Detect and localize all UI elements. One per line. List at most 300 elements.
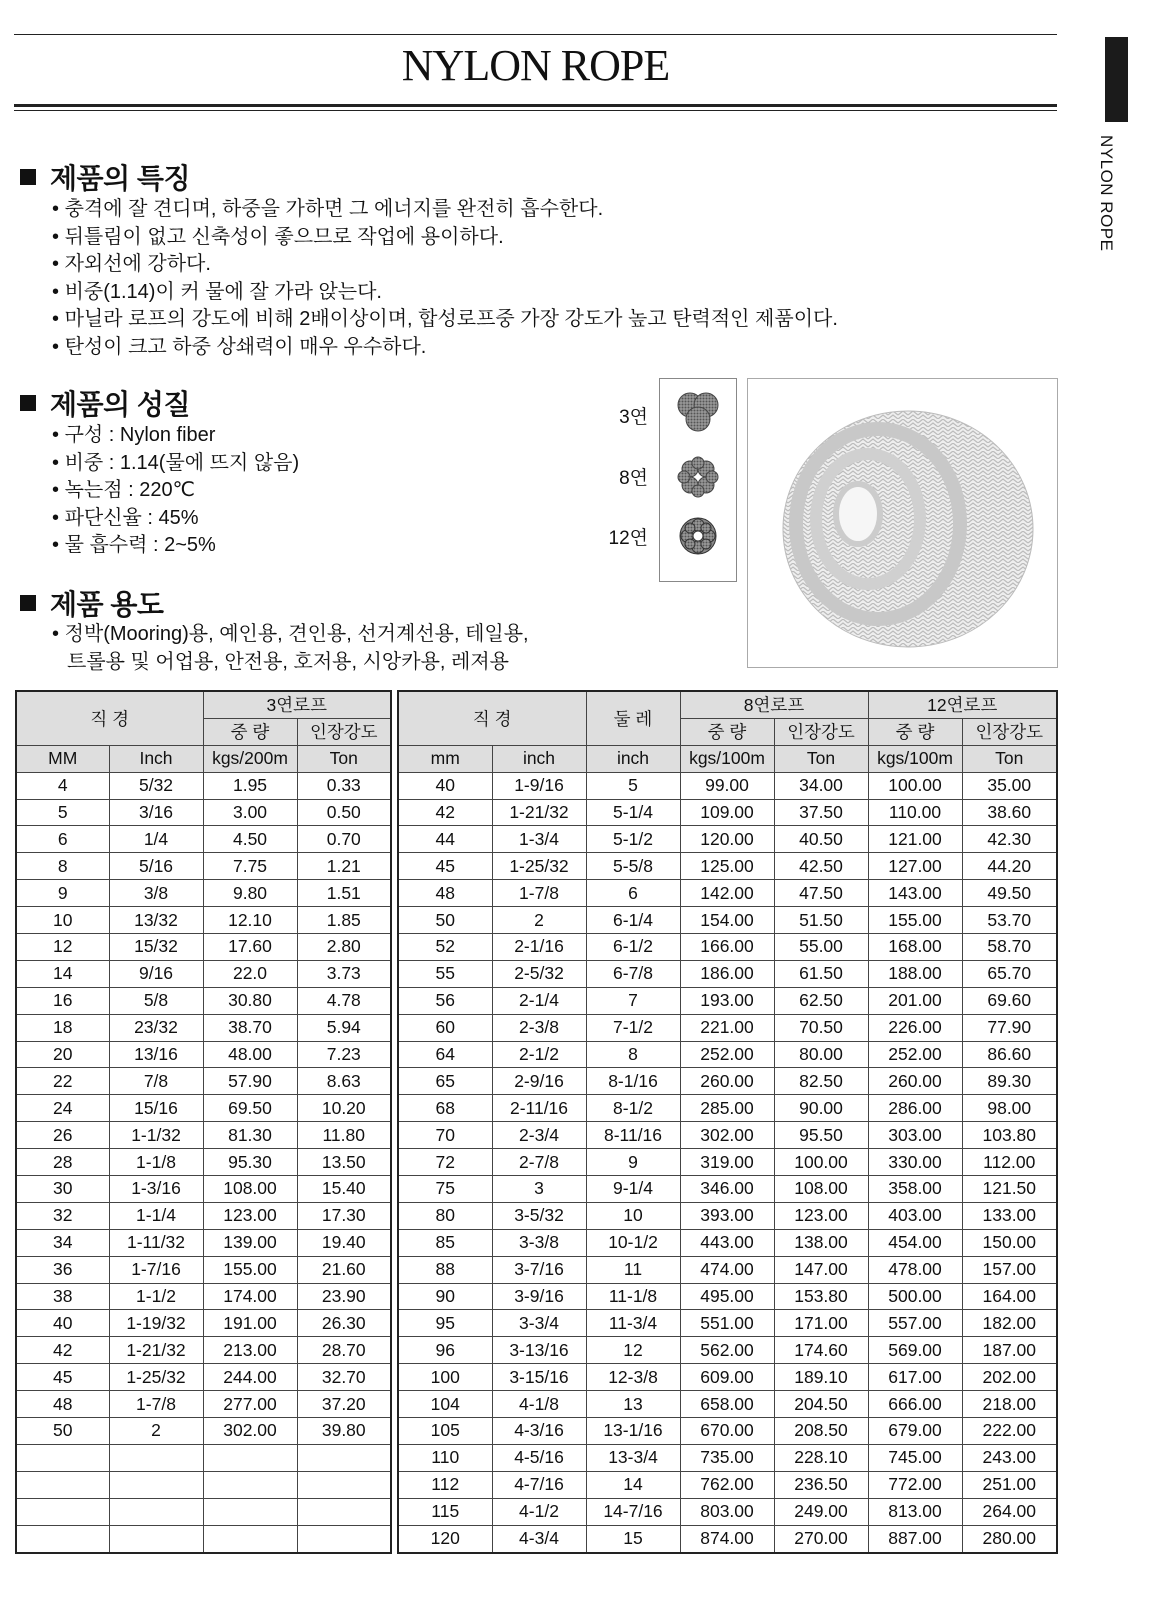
table-cell: 14: [586, 1471, 680, 1498]
table-cell: 143.00: [868, 880, 962, 907]
table-row: [16, 1095, 391, 1122]
table-row: [16, 1068, 391, 1095]
table-cell: 222.00: [962, 1418, 1057, 1445]
table-cell: 48: [398, 880, 492, 907]
table-cell: 120: [398, 1525, 492, 1552]
table-cell: 551.00: [680, 1310, 774, 1337]
table-cell: 56: [398, 987, 492, 1014]
table-row: [398, 1418, 1057, 1445]
table-cell: 1.85: [297, 907, 391, 934]
table-cell: [16, 1525, 109, 1552]
table-cell: 1.95: [203, 772, 297, 799]
table-cell: 125.00: [680, 853, 774, 880]
table-cell: 26.30: [297, 1310, 391, 1337]
table-cell: 99.00: [680, 772, 774, 799]
table-cell: [203, 1525, 297, 1552]
table-cell: 96: [398, 1337, 492, 1364]
square-bullet-icon: [20, 595, 36, 611]
table-row: [398, 772, 1057, 799]
table-cell: 28.70: [297, 1337, 391, 1364]
table-cell: 5: [16, 799, 109, 826]
table-cell: 1-1/4: [109, 1202, 203, 1229]
table-cell: 121.00: [868, 826, 962, 853]
rope-coil-image: [747, 378, 1058, 668]
table-cell: 24: [16, 1095, 109, 1122]
table-cell: 260.00: [868, 1068, 962, 1095]
table-row: [398, 1014, 1057, 1041]
table-row: [398, 1041, 1057, 1068]
table-cell: 358.00: [868, 1176, 962, 1203]
table-cell: 13-1/16: [586, 1418, 680, 1445]
table-cell: 45: [16, 1364, 109, 1391]
table-cell: 37.20: [297, 1391, 391, 1418]
header-tensile-strength: 인장강도: [774, 718, 868, 745]
table-cell: 57.90: [203, 1068, 297, 1095]
table-cell: 302.00: [680, 1122, 774, 1149]
rope-coil-illustration: [783, 411, 1033, 647]
table-cell: 62.50: [774, 987, 868, 1014]
table-cell: 18: [16, 1014, 109, 1041]
table-cell: 51.50: [774, 907, 868, 934]
table-cell: 42: [16, 1337, 109, 1364]
table-cell: 8-1/16: [586, 1068, 680, 1095]
table-row: [398, 1525, 1057, 1552]
list-item: • 탄성이 크고 하중 상쇄력이 매우 우수하다.: [52, 334, 838, 362]
table-cell: 772.00: [868, 1471, 962, 1498]
square-bullet-icon: [20, 395, 36, 411]
table-cell: 14: [16, 960, 109, 987]
table-cell: 213.00: [203, 1337, 297, 1364]
table-cell: 7.23: [297, 1041, 391, 1068]
unit-weight: kgs/200m: [203, 745, 297, 772]
table-cell: 735.00: [680, 1444, 774, 1471]
table-row: [398, 1202, 1057, 1229]
table-cell: 10-1/2: [586, 1229, 680, 1256]
table-row: [398, 960, 1057, 987]
table-row: [16, 934, 391, 961]
table-cell: 609.00: [680, 1364, 774, 1391]
table-cell: 103.80: [962, 1122, 1057, 1149]
table-cell: 90: [398, 1283, 492, 1310]
table-cell: 3-13/16: [492, 1337, 586, 1364]
table-cell: 14-7/16: [586, 1498, 680, 1525]
table-cell: 303.00: [868, 1122, 962, 1149]
table-cell: 38.60: [962, 799, 1057, 826]
table-cell: 100.00: [774, 1149, 868, 1176]
table-cell: 49.50: [962, 880, 1057, 907]
table-cell: 4-1/8: [492, 1391, 586, 1418]
table-row: [16, 1337, 391, 1364]
table-cell: [297, 1525, 391, 1552]
table-row: [16, 772, 391, 799]
table-row: [398, 1444, 1057, 1471]
unit-weight: kgs/100m: [868, 745, 962, 772]
table-cell: 1-11/32: [109, 1229, 203, 1256]
table-cell: [203, 1444, 297, 1471]
table-cell: 249.00: [774, 1498, 868, 1525]
table-row: [16, 1014, 391, 1041]
table-cell: 115: [398, 1498, 492, 1525]
features-heading: 제품의 특징: [20, 157, 190, 197]
list-item: • 뒤틀림이 없고 신축성이 좋으므로 작업에 용이하다.: [52, 224, 838, 252]
table-cell: 670.00: [680, 1418, 774, 1445]
table-cell: 150.00: [962, 1229, 1057, 1256]
table-cell: 123.00: [203, 1202, 297, 1229]
table-cell: 13: [586, 1391, 680, 1418]
list-item: • 녹는점 : 220℃: [52, 477, 299, 505]
table-cell: [203, 1498, 297, 1525]
table-cell: 2: [492, 907, 586, 934]
table-cell: 443.00: [680, 1229, 774, 1256]
table-cell: 32: [16, 1202, 109, 1229]
table-cell: 2: [109, 1418, 203, 1445]
table-cell: 6-7/8: [586, 960, 680, 987]
table-cell: 168.00: [868, 934, 962, 961]
table-cell: 2-3/8: [492, 1014, 586, 1041]
table-cell: [109, 1525, 203, 1552]
table-cell: 100: [398, 1364, 492, 1391]
table-cell: 0.33: [297, 772, 391, 799]
table-cell: 47.50: [774, 880, 868, 907]
table-cell: 1-1/8: [109, 1149, 203, 1176]
table-cell: 3/16: [109, 799, 203, 826]
table-cell: 251.00: [962, 1471, 1057, 1498]
table-cell: 3: [492, 1176, 586, 1203]
table-cell: 5: [586, 772, 680, 799]
table-cell: 1-3/4: [492, 826, 586, 853]
table-cell: 236.50: [774, 1471, 868, 1498]
table-cell: 69.60: [962, 987, 1057, 1014]
table-cell: 3-7/16: [492, 1256, 586, 1283]
table-cell: 80.00: [774, 1041, 868, 1068]
table-cell: 4-3/16: [492, 1418, 586, 1445]
table-cell: 112.00: [962, 1149, 1057, 1176]
table-cell: 5/16: [109, 853, 203, 880]
table-cell: 40.50: [774, 826, 868, 853]
table-cell: 1-1/32: [109, 1122, 203, 1149]
table-cell: 42.50: [774, 853, 868, 880]
table-cell: 13/16: [109, 1041, 203, 1068]
table-cell: 110.00: [868, 799, 962, 826]
table-cell: 226.00: [868, 1014, 962, 1041]
table-row: [16, 1498, 391, 1525]
table-cell: 30: [16, 1176, 109, 1203]
table-cell: 28: [16, 1149, 109, 1176]
table-cell: 495.00: [680, 1283, 774, 1310]
page-title: NYLON ROPE: [401, 41, 670, 90]
table-row: [398, 987, 1057, 1014]
header-3-strand-rope: 3연로프: [203, 691, 391, 718]
table-cell: 4-7/16: [492, 1471, 586, 1498]
table-cell: 208.50: [774, 1418, 868, 1445]
table-cell: 48: [16, 1391, 109, 1418]
side-label: NYLON ROPE: [1097, 135, 1116, 252]
table-cell: 166.00: [680, 934, 774, 961]
table-cell: 201.00: [868, 987, 962, 1014]
table-cell: 500.00: [868, 1283, 962, 1310]
table-row: [16, 853, 391, 880]
table-cell: [297, 1444, 391, 1471]
table-cell: 52: [398, 934, 492, 961]
table-cell: 155.00: [203, 1256, 297, 1283]
table-row: [398, 1229, 1057, 1256]
table-cell: 1/4: [109, 826, 203, 853]
list-item: • 비중 : 1.14(물에 뜨지 않음): [52, 450, 299, 478]
table-cell: 762.00: [680, 1471, 774, 1498]
table-cell: 108.00: [203, 1176, 297, 1203]
table-row: [16, 1391, 391, 1418]
twelve-strand-cross-section: [680, 518, 716, 554]
table-cell: 6: [16, 826, 109, 853]
table-cell: 89.30: [962, 1068, 1057, 1095]
table-cell: 3-3/4: [492, 1310, 586, 1337]
header-circumference: 둘 레: [586, 691, 680, 745]
header-weight: 중 량: [203, 718, 297, 745]
table-cell: 69.50: [203, 1095, 297, 1122]
table-cell: 302.00: [203, 1418, 297, 1445]
table-cell: 9: [586, 1149, 680, 1176]
table-cell: 61.50: [774, 960, 868, 987]
table-cell: 12.10: [203, 907, 297, 934]
table-cell: 562.00: [680, 1337, 774, 1364]
table-cell: 55: [398, 960, 492, 987]
list-item: • 파단신율 : 45%: [52, 505, 299, 533]
table-cell: 4.50: [203, 826, 297, 853]
table-cell: 44.20: [962, 853, 1057, 880]
table-cell: 2-1/2: [492, 1041, 586, 1068]
table-cell: 4-3/4: [492, 1525, 586, 1552]
table-cell: 15: [586, 1525, 680, 1552]
table-row: [398, 853, 1057, 880]
table-cell: 346.00: [680, 1176, 774, 1203]
table-row: [398, 1149, 1057, 1176]
table-cell: 104: [398, 1391, 492, 1418]
table-cell: 280.00: [962, 1525, 1057, 1552]
table-cell: 23/32: [109, 1014, 203, 1041]
eight-twelve-strand-table-body: [398, 772, 1057, 1552]
table-row: [398, 1256, 1057, 1283]
table-cell: 9/16: [109, 960, 203, 987]
features-list: [52, 196, 838, 361]
table-cell: 120.00: [680, 826, 774, 853]
table-row: [16, 1283, 391, 1310]
list-item: • 물 흡수력 : 2~5%: [52, 532, 299, 560]
table-cell: 6-1/2: [586, 934, 680, 961]
table-cell: 557.00: [868, 1310, 962, 1337]
table-cell: 5-1/2: [586, 826, 680, 853]
table-cell: 11: [586, 1256, 680, 1283]
table-cell: 112: [398, 1471, 492, 1498]
table-cell: 285.00: [680, 1095, 774, 1122]
table-cell: 65: [398, 1068, 492, 1095]
table-row: [398, 1471, 1057, 1498]
unit-inch: Inch: [109, 745, 203, 772]
table-cell: 95: [398, 1310, 492, 1337]
unit-ton: Ton: [297, 745, 391, 772]
header-tensile-strength: 인장강도: [297, 718, 391, 745]
table-cell: 15/32: [109, 934, 203, 961]
table-cell: 58.70: [962, 934, 1057, 961]
table-cell: 39.80: [297, 1418, 391, 1445]
table-cell: 5-1/4: [586, 799, 680, 826]
table-cell: 243.00: [962, 1444, 1057, 1471]
table-cell: 8-1/2: [586, 1095, 680, 1122]
list-item: • 구성 : Nylon fiber: [52, 422, 299, 450]
table-cell: 11-3/4: [586, 1310, 680, 1337]
table-cell: 15/16: [109, 1095, 203, 1122]
table-cell: 142.00: [680, 880, 774, 907]
table-cell: 887.00: [868, 1525, 962, 1552]
usage-line-1: • 정박(Mooring)용, 예인용, 견인용, 선거계선용, 테일용,: [52, 621, 529, 649]
table-cell: 204.50: [774, 1391, 868, 1418]
table-cell: 3-3/8: [492, 1229, 586, 1256]
table-cell: 174.60: [774, 1337, 868, 1364]
table-row: [16, 880, 391, 907]
table-cell: 319.00: [680, 1149, 774, 1176]
table-cell: 286.00: [868, 1095, 962, 1122]
table-cell: 874.00: [680, 1525, 774, 1552]
table-cell: 6-1/4: [586, 907, 680, 934]
table-cell: 2-3/4: [492, 1122, 586, 1149]
table-cell: 1-7/8: [109, 1391, 203, 1418]
table-cell: 19.40: [297, 1229, 391, 1256]
table-cell: 2-5/32: [492, 960, 586, 987]
table-cell: 8: [586, 1041, 680, 1068]
unit-weight: kgs/100m: [680, 745, 774, 772]
table-row: [16, 1444, 391, 1471]
table-cell: 139.00: [203, 1229, 297, 1256]
table-cell: 244.00: [203, 1364, 297, 1391]
table-row: [398, 934, 1057, 961]
table-cell: 1-7/8: [492, 880, 586, 907]
table-cell: 0.70: [297, 826, 391, 853]
table-row: [16, 1525, 391, 1552]
table-cell: 22.0: [203, 960, 297, 987]
table-cell: 123.00: [774, 1202, 868, 1229]
table-cell: 13/32: [109, 907, 203, 934]
table-cell: 7.75: [203, 853, 297, 880]
table-cell: 4: [16, 772, 109, 799]
table-cell: 45: [398, 853, 492, 880]
table-cell: 0.50: [297, 799, 391, 826]
table-cell: 70.50: [774, 1014, 868, 1041]
table-cell: 569.00: [868, 1337, 962, 1364]
table-row: [16, 1122, 391, 1149]
table-cell: 154.00: [680, 907, 774, 934]
table-row: [398, 1068, 1057, 1095]
table-cell: 221.00: [680, 1014, 774, 1041]
table-cell: 95.50: [774, 1122, 868, 1149]
table-cell: 105: [398, 1418, 492, 1445]
table-cell: 191.00: [203, 1310, 297, 1337]
table-cell: 16: [16, 987, 109, 1014]
table-cell: 2-1/4: [492, 987, 586, 1014]
table-cell: 34.00: [774, 772, 868, 799]
table-row: [16, 1418, 391, 1445]
strand-label-12: 12연: [608, 528, 648, 549]
table-row: [16, 1149, 391, 1176]
table-cell: 193.00: [680, 987, 774, 1014]
table-cell: 2-9/16: [492, 1068, 586, 1095]
table-cell: 1.21: [297, 853, 391, 880]
table-cell: [109, 1471, 203, 1498]
table-cell: 3-9/16: [492, 1283, 586, 1310]
table-cell: 40: [398, 772, 492, 799]
table-cell: 50: [16, 1418, 109, 1445]
table-row: [16, 1471, 391, 1498]
table-cell: 40: [16, 1310, 109, 1337]
table-cell: [297, 1471, 391, 1498]
table-cell: 330.00: [868, 1149, 962, 1176]
table-cell: 3-5/32: [492, 1202, 586, 1229]
table-cell: 50: [398, 907, 492, 934]
table-cell: 55.00: [774, 934, 868, 961]
side-tab: [1105, 37, 1128, 122]
usage-text: [52, 621, 529, 676]
table-row: [398, 880, 1057, 907]
table-row: [16, 1229, 391, 1256]
table-cell: 90.00: [774, 1095, 868, 1122]
table-cell: 666.00: [868, 1391, 962, 1418]
table-cell: 64: [398, 1041, 492, 1068]
table-cell: 23.90: [297, 1283, 391, 1310]
table-cell: 6: [586, 880, 680, 907]
table-cell: 95.30: [203, 1149, 297, 1176]
table-cell: 3/8: [109, 880, 203, 907]
list-item: • 마닐라 로프의 강도에 비해 2배이상이며, 합성로프중 가장 강도가 높고 탄력적인 제품이다.: [52, 306, 838, 334]
table-cell: 26: [16, 1122, 109, 1149]
unit-circ-inch: inch: [586, 745, 680, 772]
table-cell: 17.60: [203, 934, 297, 961]
table-cell: 1-1/2: [109, 1283, 203, 1310]
table-cell: 109.00: [680, 799, 774, 826]
table-cell: 138.00: [774, 1229, 868, 1256]
table-cell: 36: [16, 1256, 109, 1283]
table-cell: 1-19/32: [109, 1310, 203, 1337]
table-cell: 10: [586, 1202, 680, 1229]
table-cell: 270.00: [774, 1525, 868, 1552]
usage-line-2: 트롤용 및 어업용, 안전용, 호저용, 시앙카용, 레져용: [67, 650, 509, 673]
table-row: [16, 1176, 391, 1203]
table-row: [16, 799, 391, 826]
table-cell: 42.30: [962, 826, 1057, 853]
table-cell: [109, 1498, 203, 1525]
table-cell: 110: [398, 1444, 492, 1471]
table-row: [398, 1498, 1057, 1525]
table-cell: 4-5/16: [492, 1444, 586, 1471]
table-row: [398, 1122, 1057, 1149]
table-cell: 20: [16, 1041, 109, 1068]
table-cell: 30.80: [203, 987, 297, 1014]
table-cell: 9: [16, 880, 109, 907]
table-cell: 108.00: [774, 1176, 868, 1203]
table-cell: 10: [16, 907, 109, 934]
table-cell: 21.60: [297, 1256, 391, 1283]
header-12-strand-rope: 12연로프: [868, 691, 1057, 718]
table-cell: 1-21/32: [109, 1337, 203, 1364]
table-cell: 228.10: [774, 1444, 868, 1471]
table-cell: 264.00: [962, 1498, 1057, 1525]
table-cell: 1-21/32: [492, 799, 586, 826]
unit-inch: inch: [492, 745, 586, 772]
table-cell: 32.70: [297, 1364, 391, 1391]
header-diameter: 직 경: [16, 691, 203, 745]
table-cell: 745.00: [868, 1444, 962, 1471]
table-cell: 13.50: [297, 1149, 391, 1176]
table-row: [398, 1391, 1057, 1418]
table-cell: 88: [398, 1256, 492, 1283]
table-cell: 171.00: [774, 1310, 868, 1337]
